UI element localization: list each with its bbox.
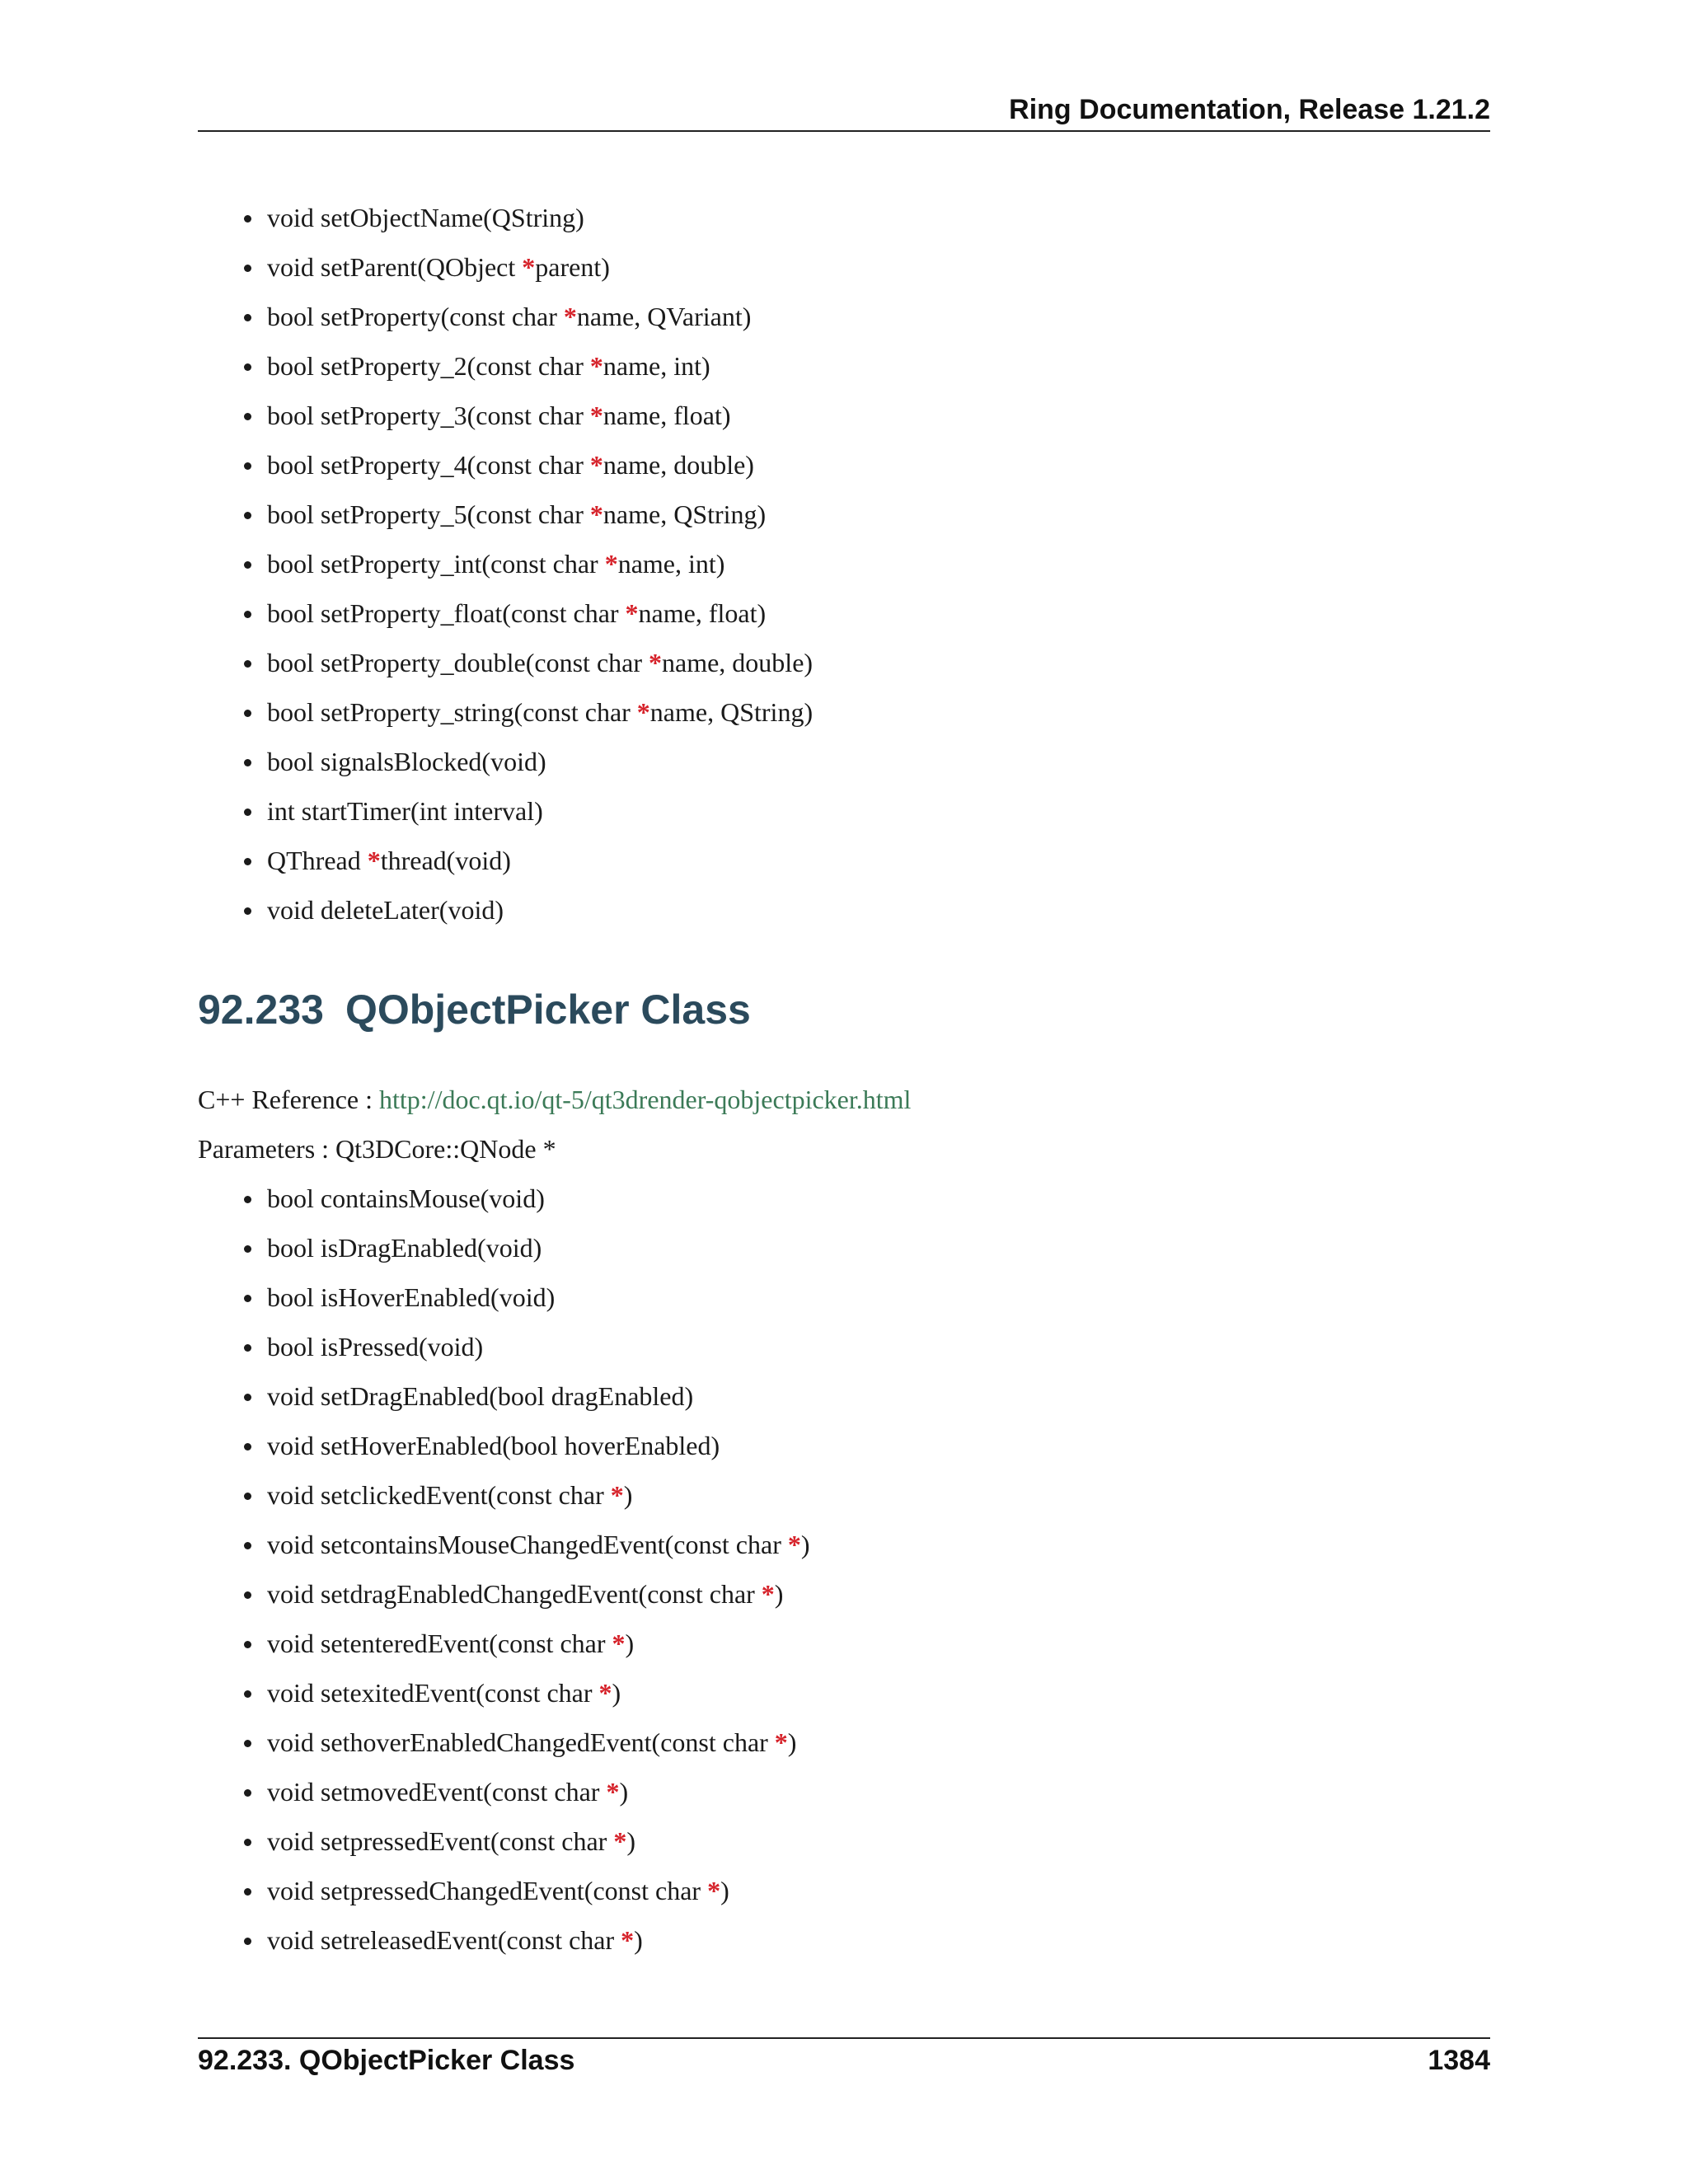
footer-rule (198, 2037, 1490, 2039)
page-number: 1384 (1428, 2045, 1490, 2076)
list-item (198, 1668, 810, 1718)
header-rule (198, 130, 1490, 132)
item-text: bool signalsBlocked(void) (267, 747, 546, 776)
list-item (198, 588, 813, 638)
item-text: name, QVariant) (576, 302, 752, 331)
list-item (198, 1569, 810, 1619)
reference-label: C++ Reference : (198, 1085, 379, 1114)
pointer-asterisk: * (589, 351, 603, 381)
pointer-asterisk: * (787, 1530, 801, 1559)
list-item (198, 539, 813, 588)
list-item (198, 1174, 810, 1223)
pointer-asterisk: * (621, 1925, 635, 1955)
list-item (198, 1619, 810, 1668)
pointer-asterisk: * (636, 697, 650, 727)
item-text: bool setProperty_string(const char (267, 697, 637, 727)
item-text: bool setProperty_3(const char (267, 401, 590, 430)
list-item (198, 1866, 810, 1915)
list-item (198, 242, 813, 292)
item-text: bool setProperty_4(const char (267, 450, 590, 480)
method-list (198, 1174, 810, 1965)
method-list-continued (198, 193, 813, 935)
list-item (198, 440, 813, 490)
item-text: ) (720, 1876, 729, 1905)
cpp-reference-line (198, 1075, 911, 1124)
item-text: void setDragEnabled(bool dragEnabled) (267, 1381, 694, 1411)
pointer-asterisk: * (367, 846, 381, 875)
item-text: bool isDragEnabled(void) (267, 1233, 542, 1263)
item-text: void setmovedEvent(const char (267, 1777, 607, 1807)
item-text: parent) (535, 252, 610, 282)
item-text: void setObjectName(QString) (267, 203, 584, 232)
reference-link[interactable]: http://doc.qt.io/qt-5/qt3drender-qobjectpicker.html (379, 1085, 912, 1114)
item-text: thread(void) (380, 846, 511, 875)
running-header: Ring Documentation, Release 1.21.2 (1009, 94, 1490, 125)
item-text: void deleteLater(void) (267, 895, 504, 925)
pointer-asterisk: * (589, 401, 603, 430)
item-text: ) (625, 1629, 635, 1658)
item-text: void setpressedEvent(const char (267, 1826, 614, 1856)
item-text: void setpressedChangedEvent(const char (267, 1876, 708, 1905)
item-text: ) (800, 1530, 810, 1559)
item-text: name, QString) (649, 697, 814, 727)
pointer-asterisk: * (774, 1727, 788, 1757)
item-text: void setParent(QObject (267, 252, 523, 282)
item-text: bool isHoverEnabled(void) (267, 1282, 556, 1312)
item-text: ) (626, 1826, 635, 1856)
item-text: bool setProperty_float(const char (267, 598, 626, 628)
pointer-asterisk: * (598, 1678, 612, 1708)
list-item (198, 786, 813, 836)
list-item (198, 341, 813, 391)
pointer-asterisk: * (761, 1579, 775, 1609)
list-item (198, 1421, 810, 1470)
item-text: void setHoverEnabled(bool hoverEnabled) (267, 1431, 720, 1460)
pointer-asterisk: * (610, 1480, 624, 1510)
item-text: ) (634, 1925, 643, 1955)
list-item (198, 490, 813, 539)
item-text: void setexitedEvent(const char (267, 1678, 599, 1708)
list-item (198, 1767, 810, 1816)
list-item (198, 1371, 810, 1421)
item-text: int startTimer(int interval) (267, 796, 543, 826)
item-text: void setdragEnabledChangedEvent(const char (267, 1579, 762, 1609)
pointer-asterisk: * (625, 598, 639, 628)
list-item (198, 1470, 810, 1520)
section-title-text: QObjectPicker Class (345, 987, 751, 1033)
list-item (198, 1272, 810, 1322)
list-item (198, 1816, 810, 1866)
pointer-asterisk: * (649, 648, 662, 677)
parameters-line: Parameters : Qt3DCore::QNode * (198, 1134, 556, 1164)
pointer-asterisk: * (707, 1876, 721, 1905)
pointer-asterisk: * (606, 1777, 620, 1807)
pointer-asterisk: * (522, 252, 536, 282)
list-item (198, 1520, 810, 1569)
item-text: name, float) (638, 598, 767, 628)
list-item (198, 638, 813, 687)
item-text: void setenteredEvent(const char (267, 1629, 612, 1658)
item-text: name, double) (603, 450, 754, 480)
item-text: void setclickedEvent(const char (267, 1480, 611, 1510)
pointer-asterisk: * (612, 1629, 626, 1658)
item-text: name, double) (662, 648, 814, 677)
item-text: name, int) (617, 549, 725, 579)
item-text: name, float) (603, 401, 731, 430)
pointer-asterisk: * (613, 1826, 627, 1856)
item-text: bool setProperty_int(const char (267, 549, 605, 579)
list-item (198, 391, 813, 440)
list-item (198, 737, 813, 786)
item-text: QThread (267, 846, 368, 875)
list-item (198, 836, 813, 885)
list-item (198, 885, 813, 935)
list-item (198, 1718, 810, 1767)
item-text: bool setProperty_5(const char (267, 499, 590, 529)
item-text: bool setProperty(const char (267, 302, 564, 331)
section-number: 92.233 (198, 987, 324, 1033)
item-text: name, QString) (603, 499, 767, 529)
item-text: void setcontainsMouseChangedEvent(const char (267, 1530, 788, 1559)
item-text: bool isPressed(void) (267, 1332, 484, 1361)
item-text: ) (619, 1777, 629, 1807)
list-item (198, 1223, 810, 1272)
pointer-asterisk: * (589, 499, 603, 529)
item-text: name, int) (603, 351, 710, 381)
item-text: ) (787, 1727, 797, 1757)
footer-section-label: 92.233. QObjectPicker Class (198, 2045, 575, 2076)
item-text: ) (612, 1678, 621, 1708)
list-item (198, 193, 813, 242)
item-text: bool containsMouse(void) (267, 1183, 545, 1213)
page-footer (198, 2042, 1490, 2079)
pointer-asterisk: * (604, 549, 618, 579)
item-text: ) (774, 1579, 784, 1609)
list-item (198, 1915, 810, 1965)
list-item (198, 687, 813, 737)
item-text: bool setProperty_double(const char (267, 648, 649, 677)
item-text: ) (623, 1480, 633, 1510)
list-item (198, 292, 813, 341)
item-text: void sethoverEnabledChangedEvent(const char (267, 1727, 775, 1757)
item-text: bool setProperty_2(const char (267, 351, 590, 381)
section-heading (198, 984, 751, 1035)
list-item (198, 1322, 810, 1371)
pointer-asterisk: * (563, 302, 577, 331)
item-text: void setreleasedEvent(const char (267, 1925, 621, 1955)
pointer-asterisk: * (589, 450, 603, 480)
